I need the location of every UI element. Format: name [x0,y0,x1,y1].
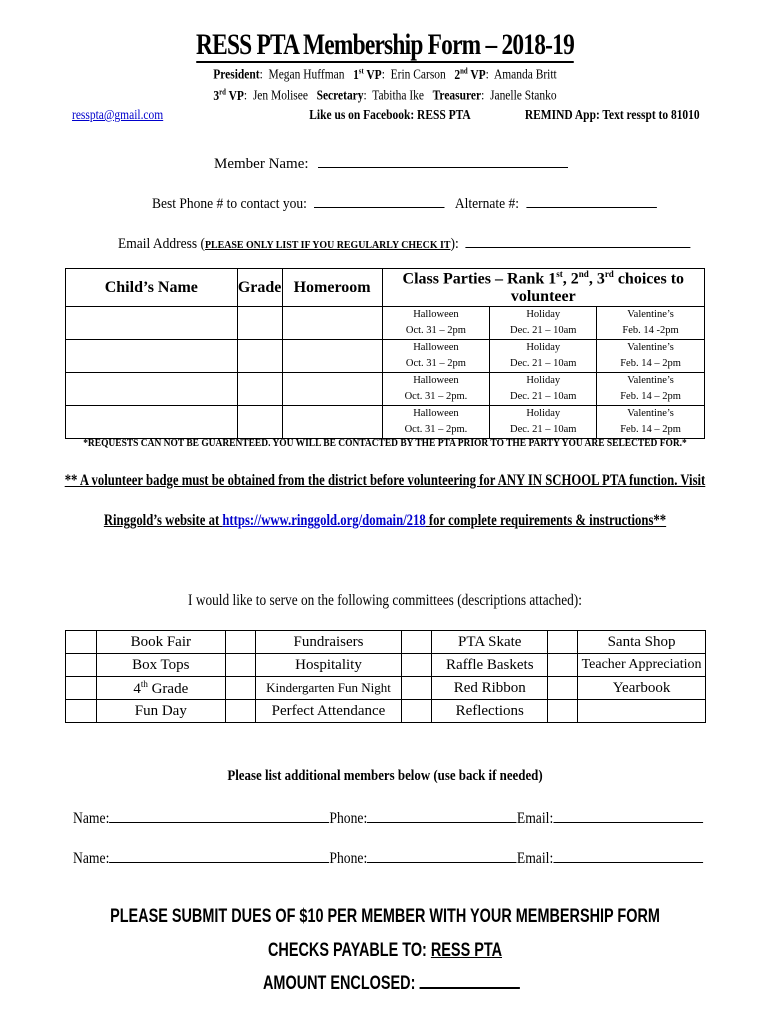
pta-email-link[interactable]: resspta@gmail.com [72,107,164,122]
party-time: Dec. 21 – 10am [509,391,577,403]
grade-cell[interactable] [237,373,282,406]
party-name: Halloween [413,408,459,420]
name-label: Name: [73,810,110,827]
member-name-row [214,153,568,173]
homeroom-cell[interactable] [282,307,382,340]
children-table [65,268,705,439]
grade-header: Grade [237,269,282,307]
party-time: Feb. 14 – 2pm [620,391,681,403]
secretary-name: Tabitha Ike [372,87,425,103]
table-row [66,307,705,340]
vp3-label: 3rd VP [213,87,244,103]
party-time: Feb. 14 – 2pm [620,358,681,370]
table-row [66,340,705,373]
party-name: Holiday [526,408,561,420]
table-row [66,373,705,406]
child-name-cell[interactable] [66,340,238,373]
child-name-cell[interactable] [66,373,238,406]
party-name: Halloween [413,309,459,321]
table-row [66,406,705,439]
email-row [118,233,691,253]
volunteer-notice-line-1: ** A volunteer badge must be obtained from the district before volunteering for ANY IN SCHOOL PTA function. Visit [64,472,706,489]
committee-checkbox[interactable] [402,654,432,677]
party-time: Dec. 21 – 10am [509,424,577,436]
committee-checkbox[interactable] [225,654,255,677]
member-name-label: Member Name: [214,156,309,172]
amount-enclosed-row [263,973,520,995]
committee-label: Fundraisers [255,631,402,654]
halloween-option[interactable] [382,406,490,439]
committee-label: PTA Skate [432,631,548,654]
committee-label: Yearbook [578,677,706,700]
best-phone-field[interactable] [314,193,445,208]
homeroom-cell[interactable] [282,406,382,439]
child-name-cell[interactable] [66,307,238,340]
amount-enclosed-label: AMOUNT ENCLOSED: [263,973,416,994]
party-name: Holiday [526,309,561,321]
child-name-header: Child’s Name [66,269,238,307]
halloween-option[interactable] [382,307,490,340]
halloween-option[interactable] [382,340,490,373]
class-parties-header: Class Parties – Rank 1st, 2nd, 3rd choices to volunteer [382,269,704,307]
amount-enclosed-field[interactable] [419,973,519,989]
checks-payable-line [92,940,677,962]
alternate-phone-field[interactable] [526,193,657,208]
committee-checkbox[interactable] [548,677,578,700]
committee-label: Book Fair [96,631,225,654]
party-time: Oct. 31 – 2pm. [404,424,468,436]
valentines-option[interactable] [597,307,705,340]
table-row [66,631,706,654]
committee-checkbox[interactable] [548,631,578,654]
additional-name-field[interactable] [109,808,329,823]
volunteer-text-pre: Ringgold’s website at [103,512,223,529]
email-address-label: Email Address ( [118,236,205,252]
phone-label: Phone: [329,810,368,827]
president-label: President [213,66,260,82]
vp3-name: Jen Molisee [252,87,308,103]
party-name: Halloween [413,375,459,387]
party-name: Valentine’s [627,309,674,321]
valentines-option[interactable] [597,406,705,439]
dues-notice: PLEASE SUBMIT DUES OF $10 PER MEMBER WITH YOUR MEMBERSHIP FORM [110,906,660,927]
children-table-header [66,269,705,307]
name-label: Name: [73,850,110,867]
email-close: ): [450,236,459,252]
email-field[interactable] [466,233,691,248]
committee-label: Raffle Baskets [432,654,548,677]
committee-label: Box Tops [96,654,225,677]
homeroom-cell[interactable] [282,340,382,373]
committee-checkbox[interactable] [402,700,432,723]
party-name: Valentine’s [627,375,674,387]
additional-name-field[interactable] [109,848,329,863]
committee-checkbox[interactable] [402,677,432,700]
ringgold-domain-link[interactable]: https://www.ringgold.org/domain/218 [222,512,426,529]
party-time: Dec. 21 – 10am [509,358,577,370]
halloween-option[interactable] [382,373,490,406]
committee-label: Teacher Appreciation [578,654,706,677]
remind-text: REMIND App: Text resspt to 81010 [525,107,700,122]
committee-checkbox[interactable] [548,700,578,723]
party-name: Halloween [413,342,459,354]
grade-cell[interactable] [237,340,282,373]
holiday-option[interactable] [490,373,597,406]
party-name: Holiday [526,342,561,354]
committee-checkbox[interactable] [225,677,255,700]
homeroom-header: Homeroom [282,269,382,307]
facebook-text: Like us on Facebook: RESS PTA [309,107,471,122]
checks-payable-label: CHECKS PAYABLE TO: [267,940,431,961]
additional-phone-field[interactable] [367,848,517,863]
member-name-field[interactable] [318,153,568,168]
committee-label: Reflections [432,700,548,723]
committee-checkbox[interactable] [66,654,97,677]
holiday-option[interactable] [490,340,597,373]
party-time: Oct. 31 – 2pm. [404,391,468,403]
email-label: Email: [516,810,554,827]
party-time: Oct. 31 – 2pm [405,358,466,370]
committee-label: Santa Shop [578,631,706,654]
valentines-option[interactable] [597,373,705,406]
committees-table [65,630,706,723]
committee-checkbox[interactable] [225,700,255,723]
party-time: Feb. 14 – 2pm [620,424,681,436]
committee-label [578,700,706,723]
party-time: Dec. 21 – 10am [509,325,577,337]
officers-line-1: President: Megan Huffman 1st VP: Erin Carson 2nd VP: Amanda Britt [213,66,557,82]
holiday-option[interactable] [490,406,597,439]
email-label: Email: [516,850,554,867]
party-time: Feb. 14 -2pm [622,325,679,337]
table-row [66,677,706,700]
table-row [66,700,706,723]
vp2-name: Amanda Britt [493,66,557,82]
additional-members-heading: Please list additional members below (use back if needed) [227,768,543,784]
page-title: RESS PTA Membership Form – 2018-19 [195,28,574,61]
secretary-label: Secretary [316,87,364,103]
treasurer-label: Treasurer [432,87,482,103]
party-time: Oct. 31 – 2pm [405,325,466,337]
vp1-label: 1st VP [353,66,382,82]
child-name-cell[interactable] [66,406,238,439]
volunteer-notice-line-2 [69,512,700,530]
additional-email-field[interactable] [553,848,703,863]
table-row [66,654,706,677]
holiday-option[interactable] [490,307,597,340]
additional-member-row-1 [73,808,703,828]
committees-intro: I would like to serve on the following committees (descriptions attached): [188,592,582,609]
additional-member-row-2 [73,848,703,868]
committee-checkbox[interactable] [548,654,578,677]
requests-note: *REQUESTS CAN NOT BE GUARENTEED. YOU WILL BE CONTACTED BY THE PTA PRIOR TO THE PARTY YOU ARE SELECTED FOR.* [83,437,687,449]
volunteer-text-post: for complete requirements & instructions** [425,512,667,529]
valentines-option[interactable] [597,340,705,373]
committee-label: 4th Grade [96,677,225,700]
alternate-phone-label: Alternate #: [454,196,520,212]
committee-checkbox[interactable] [66,677,97,700]
vp2-label: 2nd VP [454,66,486,82]
party-name: Valentine’s [627,408,674,420]
additional-email-field[interactable] [553,808,703,823]
committee-checkbox[interactable] [66,700,97,723]
committee-checkbox[interactable] [225,631,255,654]
party-name: Valentine’s [627,342,674,354]
committee-label: Fun Day [96,700,225,723]
best-phone-label: Best Phone # to contact you: [152,196,307,212]
committee-checkbox[interactable] [402,631,432,654]
payee-name: RESS PTA [430,940,503,961]
homeroom-cell[interactable] [282,373,382,406]
phone-row [152,193,656,213]
email-note: PLEASE ONLY LIST IF YOU REGULARLY CHECK IT [204,239,451,251]
treasurer-name: Janelle Stanko [490,87,557,103]
committee-label: Red Ribbon [432,677,548,700]
committee-label: Perfect Attendance [255,700,402,723]
officers-line-2: 3rd VP: Jen Molisee Secretary: Tabitha Ike Treasurer: Janelle Stanko [213,87,557,103]
grade-cell[interactable] [237,307,282,340]
phone-label: Phone: [329,850,368,867]
committee-label: Kindergarten Fun Night [255,677,402,700]
committee-label: Hospitality [255,654,402,677]
grade-cell[interactable] [237,406,282,439]
president-name: Megan Huffman [268,66,345,82]
vp1-name: Erin Carson [390,66,446,82]
committee-checkbox[interactable] [66,631,97,654]
party-name: Holiday [526,375,561,387]
additional-phone-field[interactable] [367,808,517,823]
